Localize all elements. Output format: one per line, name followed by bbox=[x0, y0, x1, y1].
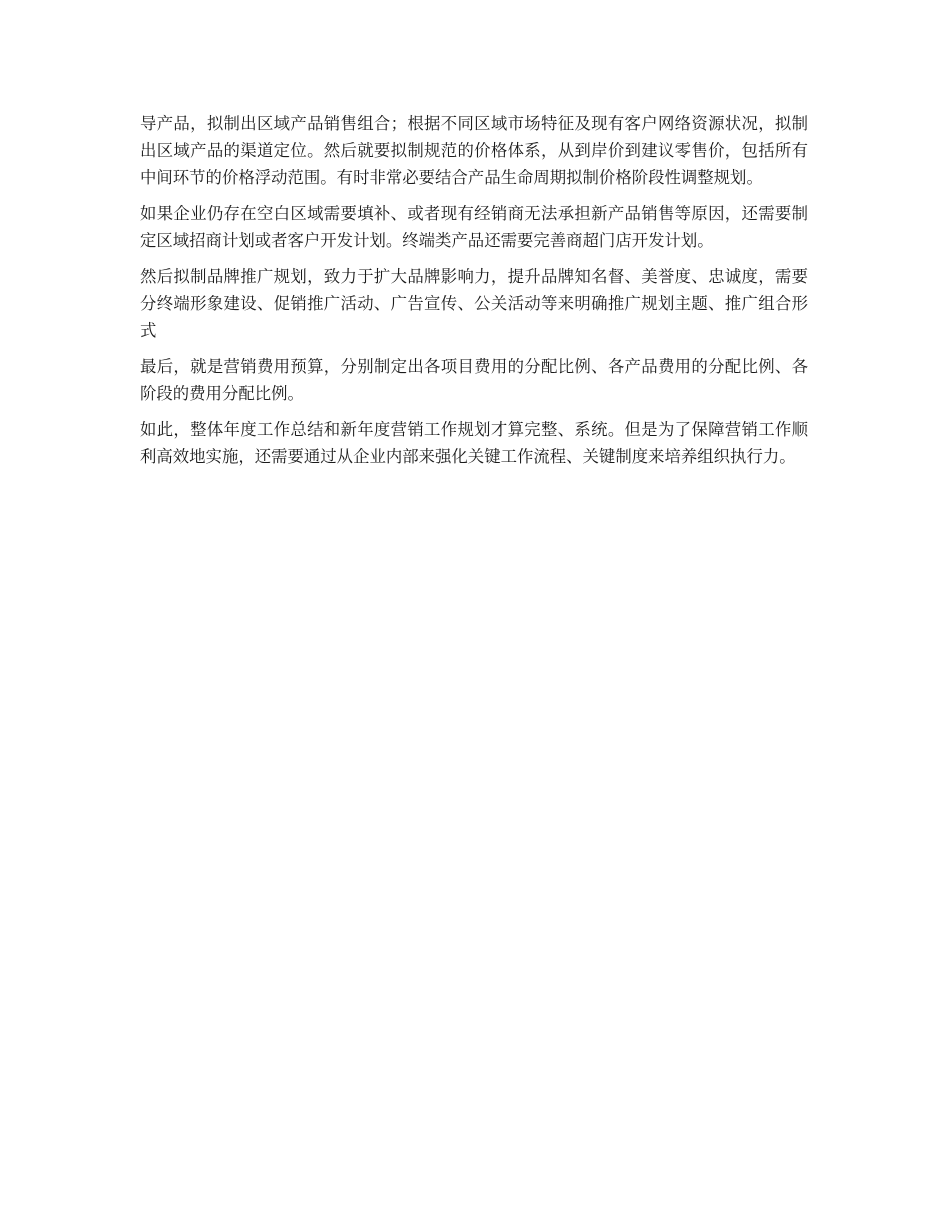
paragraph-2: 如果企业仍存在空白区域需要填补、或者现有经销商无法承担新产品销售等原因，还需要制定区域招商计划或者客户开发计划。终端类产品还需要完善商超门店开发计划。 bbox=[140, 204, 808, 250]
document-body bbox=[140, 110, 808, 479]
paragraph-1: 导产品，拟制出区域产品销售组合；根据不同区域市场特征及现有客户网络资源状况，拟制出区域产品的渠道定位。然后就要拟制规范的价格体系，从到岸价到建议零售价，包括所有中间环节的价格浮动范围。有时非常必要结合产品生命周期拟制价格阶段性调整规划。 bbox=[140, 114, 808, 187]
paragraph-3: 然后拟制品牌推广规划，致力于扩大品牌影响力，提升品牌知名督、美誉度、忠诚度，需要分终端形象建设、促销推广活动、广告宣传、公关活动等来明确推广规划主题、推广组合形式 bbox=[140, 267, 808, 340]
paragraph-5: 如此，整体年度工作总结和新年度营销工作规划才算完整、系统。但是为了保障营销工作顺利高效地实施，还需要通过从企业内部来强化关键工作流程、关键制度来培养组织执行力。 bbox=[140, 420, 808, 466]
paragraph-4: 最后，就是营销费用预算，分别制定出各项目费用的分配比例、各产品费用的分配比例、各阶段的费用分配比例。 bbox=[140, 357, 808, 403]
